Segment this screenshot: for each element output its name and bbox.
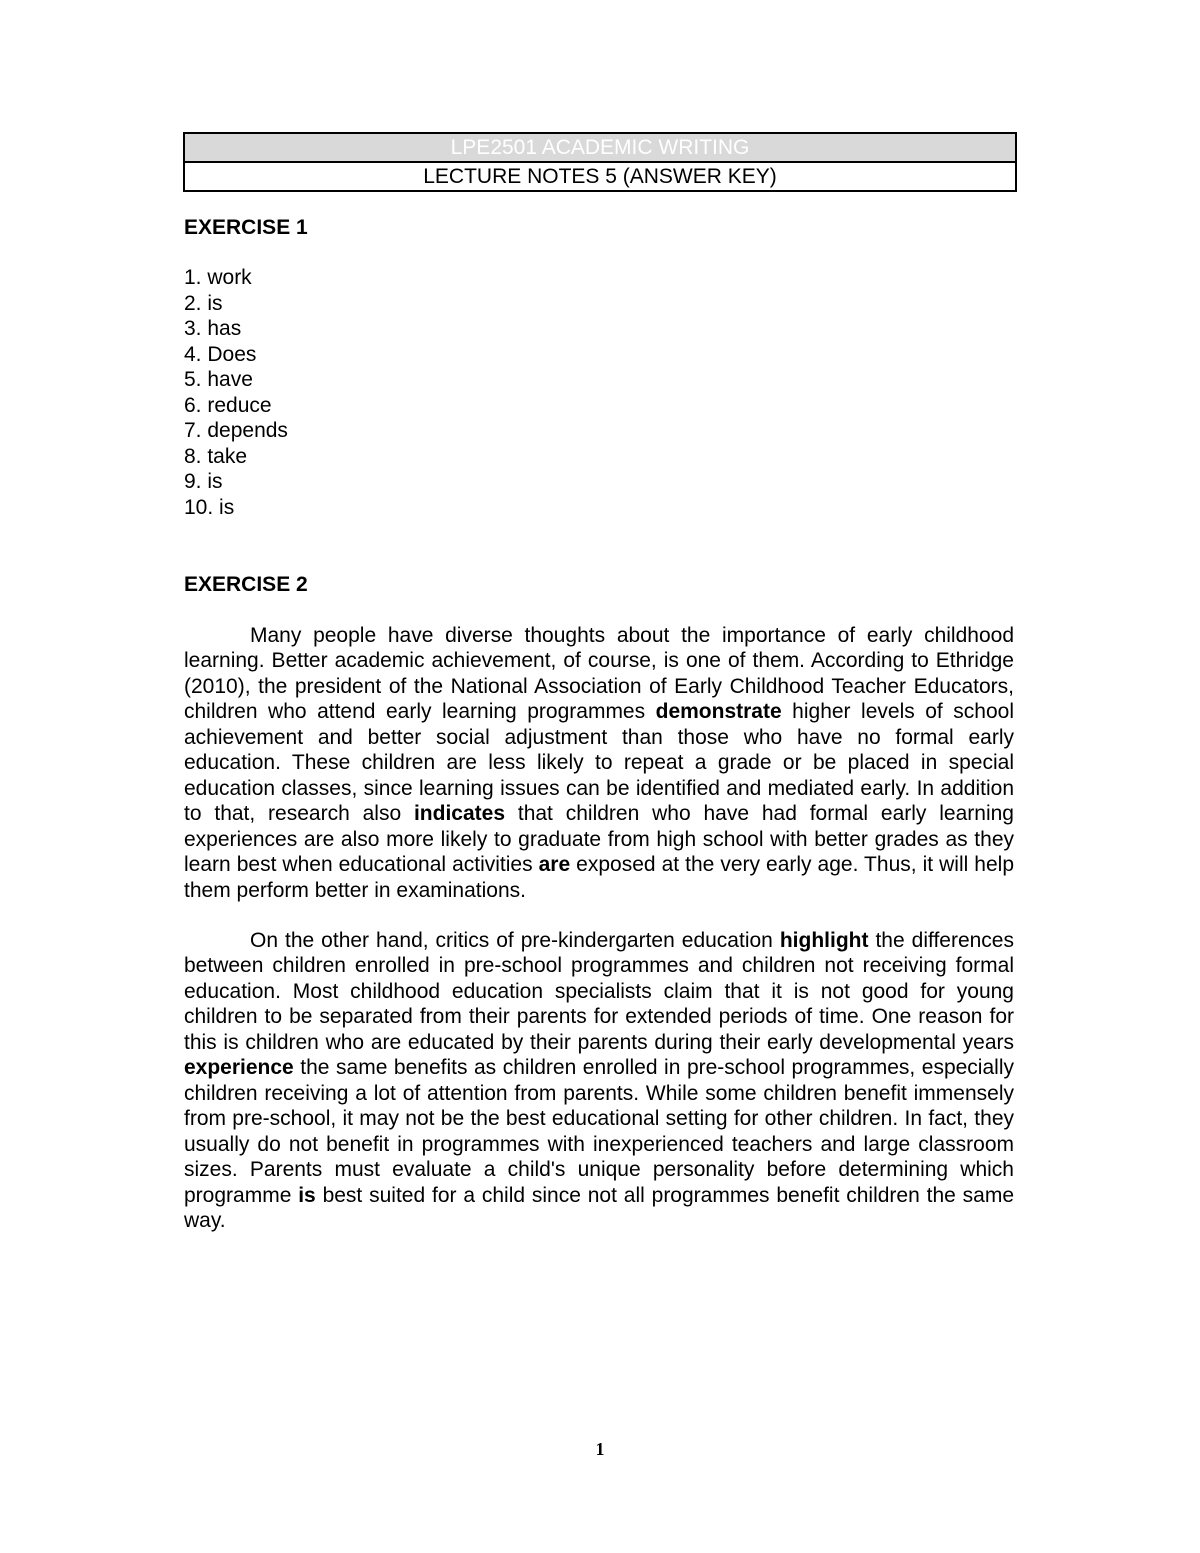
paragraph-text: that children who have had formal early learning experiences are also more likely to graduate from high school with better grades as they learn best when educational activities (184, 802, 1014, 877)
exercise2-heading: EXERCISE 2 (184, 573, 308, 596)
exercise1-answer-list (184, 265, 288, 520)
answer-item: 7. depends (184, 419, 288, 442)
page-number: 1 (595, 1439, 605, 1459)
notes-title: LECTURE NOTES 5 (ANSWER KEY) (185, 163, 1015, 190)
answer-word: indicates (413, 802, 506, 826)
answer-word: experience (184, 1056, 294, 1080)
answer-item: 4. Does (184, 342, 257, 366)
answer-item: 2. is (184, 291, 223, 315)
answer-word: are (538, 853, 571, 877)
paragraph-text: the differences between children enrolled in pre-school programmes and children not receiving formal education. Most childhood education specialists claim that it is not good for young children to be separated from their parents for extended periods of time. One reason for this is children who are educated by their parents during their early developmental years (184, 929, 1014, 1054)
paragraph-text: exposed at the very early age. Thus, it will help them perform better in examinations. (184, 853, 1014, 902)
paragraph-text: best suited for a child since not all programmes benefit children the same way. (184, 1183, 1015, 1232)
course-title: LPE2501 ACADEMIC WRITING (185, 134, 1015, 163)
paragraph-text: the same benefits as children enrolled in pre-school programmes, especially children receiving a lot of attention from parents. While some children benefit immensely from pre-school, it may not be the best educational setting for other children. In fact, they usually do not benefit in programmes with inexperienced teachers and large classroom sizes. Parents must evaluate a child's unique personality before determining which programme (184, 1056, 1014, 1207)
paragraph-text: On the other hand, critics of pre-kindergarten education (250, 929, 780, 952)
answer-item: 8. take (184, 444, 248, 468)
exercise2-paragraph-1 (184, 623, 1014, 903)
exercise1-heading: EXERCISE 1 (184, 216, 308, 239)
answer-item: 10. is (184, 495, 235, 519)
answer-item: 6. reduce (184, 393, 272, 417)
paragraph-text: higher levels of school achievement and better social adjustment than those who have no formal early education. These children are less likely to repeat a grade or be placed in special education classes, since learning issues can be identified and mediated early. In addition to that, research also (184, 700, 1014, 826)
answer-item: 9. is (184, 470, 223, 493)
answer-word: highlight (779, 929, 869, 952)
answer-item: 5. have (184, 368, 253, 391)
exercise2-paragraph-2 (184, 928, 1014, 1233)
document-header-box (183, 132, 1017, 192)
paragraph-text: Many people have diverse thoughts about the importance of early childhood learning. Better academic achievement, of course, is one of them. According to Ethridge (2010), the president of the National Association of Early Childhood Teacher Educators, children who attend early learning programmes (184, 624, 1014, 724)
answer-word: is (298, 1183, 316, 1207)
answer-item: 3. has (184, 317, 242, 340)
answer-item: 1. work (184, 266, 252, 289)
answer-word: demonstrate (655, 700, 782, 724)
